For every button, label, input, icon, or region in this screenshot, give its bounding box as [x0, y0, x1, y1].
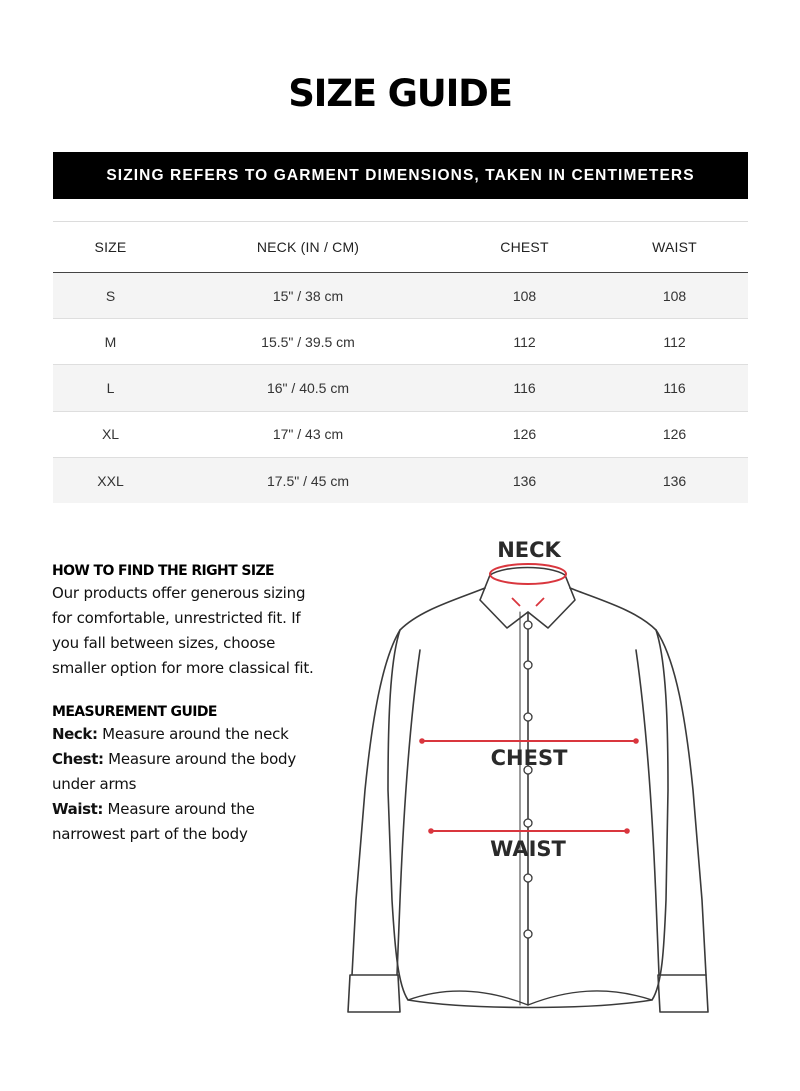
chest-term: Chest:: [52, 750, 104, 768]
waist-description: Measure around the narrowest part of the body: [52, 800, 255, 843]
cell-waist: 126: [601, 411, 748, 457]
table-row: [53, 319, 748, 365]
cell-chest: 136: [448, 457, 601, 503]
cell-chest: 108: [448, 273, 601, 319]
sizing-banner: SIZING REFERS TO GARMENT DIMENSIONS, TAKEN IN CENTIMETERS: [53, 152, 748, 199]
chest-instruction: [52, 747, 322, 797]
page-title: SIZE GUIDE: [288, 72, 512, 115]
left-sleeve: [352, 630, 420, 975]
right-cuff: [658, 975, 708, 1012]
cell-neck: 17" / 43 cm: [168, 411, 448, 457]
cell-chest: 126: [448, 411, 601, 457]
shirt-diagram: [330, 520, 750, 1075]
cell-waist: 136: [601, 457, 748, 503]
table-row: [53, 365, 748, 411]
cell-size: S: [53, 273, 168, 319]
left-cuff: [348, 975, 400, 1012]
cell-neck: 15" / 38 cm: [168, 273, 448, 319]
waist-instruction: [52, 797, 322, 847]
cell-size: XL: [53, 411, 168, 457]
cell-neck: 16" / 40.5 cm: [168, 365, 448, 411]
header-size: SIZE: [53, 222, 168, 273]
cell-waist: 108: [601, 273, 748, 319]
right-sleeve: [636, 630, 706, 975]
cell-neck: 17.5" / 45 cm: [168, 457, 448, 503]
cell-neck: 15.5" / 39.5 cm: [168, 319, 448, 365]
cell-chest: 112: [448, 319, 601, 365]
how-to-body: Our products offer generous sizing for comfortable, unrestricted fit. If you fall between sizes, choose smaller option for more classical fit.: [52, 584, 314, 677]
neck-description: Measure around the neck: [97, 725, 289, 743]
cell-size: L: [53, 365, 168, 411]
measurement-lines: [422, 564, 636, 831]
chest-label: CHEST: [490, 746, 568, 770]
waist-label: WAIST: [490, 837, 566, 861]
cell-waist: 116: [601, 365, 748, 411]
info-panel: [52, 561, 322, 847]
neck-term: Neck:: [52, 725, 98, 743]
chest-description: Measure around the body under arms: [52, 750, 297, 793]
neck-label: NECK: [497, 538, 561, 562]
how-to-heading: HOW TO FIND THE RIGHT SIZE: [52, 563, 274, 579]
cell-size: M: [53, 319, 168, 365]
header-chest: CHEST: [448, 222, 601, 273]
waist-term: Waist:: [52, 800, 103, 818]
table-row: [53, 457, 748, 503]
header-neck: NECK (IN / CM): [168, 222, 448, 273]
table-header-row: [53, 222, 748, 273]
cell-waist: 112: [601, 319, 748, 365]
neck-instruction: [52, 722, 322, 747]
cell-size: XXL: [53, 457, 168, 503]
cell-chest: 116: [448, 365, 601, 411]
measurement-guide-heading: MEASUREMENT GUIDE: [52, 704, 217, 720]
table-row: [53, 411, 748, 457]
table-row: [53, 273, 748, 319]
header-waist: WAIST: [601, 222, 748, 273]
size-table: [53, 221, 748, 503]
